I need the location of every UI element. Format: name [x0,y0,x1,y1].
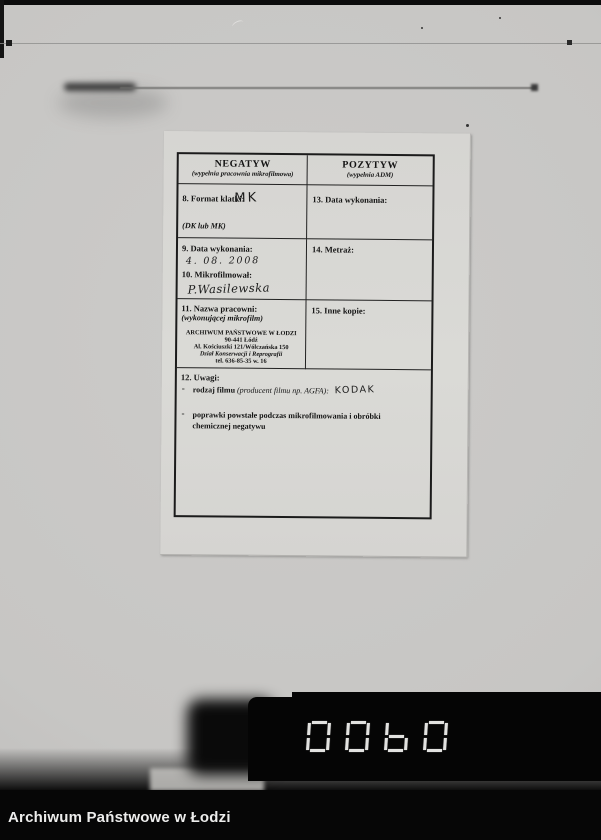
positive-column-header [307,155,433,186]
remark-film-type-italic: (producent filmu np. AGFA): [236,385,329,396]
field-metraz [306,239,433,301]
form-sheet [160,131,471,558]
dust-speck [466,124,469,127]
digit-segment [327,723,331,735]
white-scratch [231,19,245,30]
field-format-klatki [178,184,306,239]
remark-film-type [193,384,423,397]
field-uwagi [176,368,431,521]
digit-segment [307,723,311,735]
digit-segment [366,723,370,735]
counter-digit [345,721,370,752]
remark-corrections-bold: poprawki powstałe podczas mikrofilmowania i obróbki chemicznej negatywu [192,410,381,431]
field-data-wykonania-pozytyw [306,185,432,240]
smudge-end-mark [531,84,538,91]
field-inne-kopie [305,300,432,370]
remark-dash: - [181,408,185,419]
positive-title: POZYTYW [342,159,399,172]
scan-mark [6,40,12,46]
film-left-edge [0,0,4,58]
address-line: 90-441 Łódź [224,336,258,344]
digit-segment [310,749,325,752]
digit-segment [346,723,350,735]
remark-corrections [192,409,408,433]
positive-subtitle: (wypełnia ADM) [346,171,394,180]
workshop-address-block [177,329,305,365]
address-line: Al. Kościuszki 121/Wólczańska 150 [193,343,289,352]
digit-segment [429,721,444,724]
workshop-label: 11. Nazwa pracowni: [181,303,258,314]
digit-segment [443,738,447,750]
digit-segment [388,749,403,752]
other-copies-label: 15. Inne kopie: [311,305,366,316]
workshop-sublabel: (wykonującej mikrofilm) [181,313,263,323]
smudge-line [120,87,535,89]
film-producer-handwritten-value: KODAK [334,384,376,397]
length-label: 14. Metraż: [311,244,355,255]
format-hint: (DK lub MK) [182,221,226,231]
microfilmed-by-label: 10. Mikrofilmował: [181,269,252,280]
digit-segment [389,735,404,738]
microfilmed-by-signature: P.Wasilewska [187,280,271,297]
remark-dash: - [181,383,185,394]
frame-counter-display [307,721,447,752]
negative-title: NEGATYW [214,158,271,170]
film-top-edge [0,0,601,5]
digit-segment [365,738,369,750]
remarks-label: 12. Uwagi: [180,372,220,383]
field-nazwa-pracowni [177,299,306,369]
digit-segment [385,723,389,735]
digit-segment [427,749,442,752]
counter-digit [423,721,448,752]
address-line: Dział Konserwacji i Reprografii [199,350,283,359]
address-line: tel. 636-85-35 w. 16 [215,357,267,365]
format-label: 8. Format klatki: [182,193,245,204]
address-line: ARCHIWUM PAŃSTWOWE W ŁODZI [185,329,297,338]
footer-bar [0,790,601,840]
counter-digit [306,721,331,752]
remark-film-type-bold: rodzaj filmu [192,385,236,395]
counter-device-top [292,692,601,722]
smudge-haze [58,88,168,118]
digit-segment [404,738,408,750]
archive-name-label: Archiwum Państwowe w Łodzi [8,809,231,826]
counter-digit [384,721,409,752]
digit-segment [326,738,330,750]
scan-scratch-line [0,43,601,44]
digit-segment [312,721,327,724]
dust-speck [499,17,501,19]
negative-column-header [179,154,307,185]
field-data-wykonania-negatyw [178,238,307,300]
format-handwritten-value: MK [234,190,259,207]
microfilm-form-table [174,152,435,519]
digit-segment [424,723,428,735]
date-negative-handwritten-value: 4. 08. 2008 [185,255,261,267]
date-positive-label: 13. Data wykonania: [312,194,388,205]
digit-segment [349,749,364,752]
negative-subtitle: (wypełnia pracownia mikrofilmowa) [191,170,294,179]
date-negative-label: 9. Data wykonania: [181,243,253,254]
dust-speck [421,27,423,29]
digit-segment [351,721,366,724]
scan-mark [567,40,572,45]
